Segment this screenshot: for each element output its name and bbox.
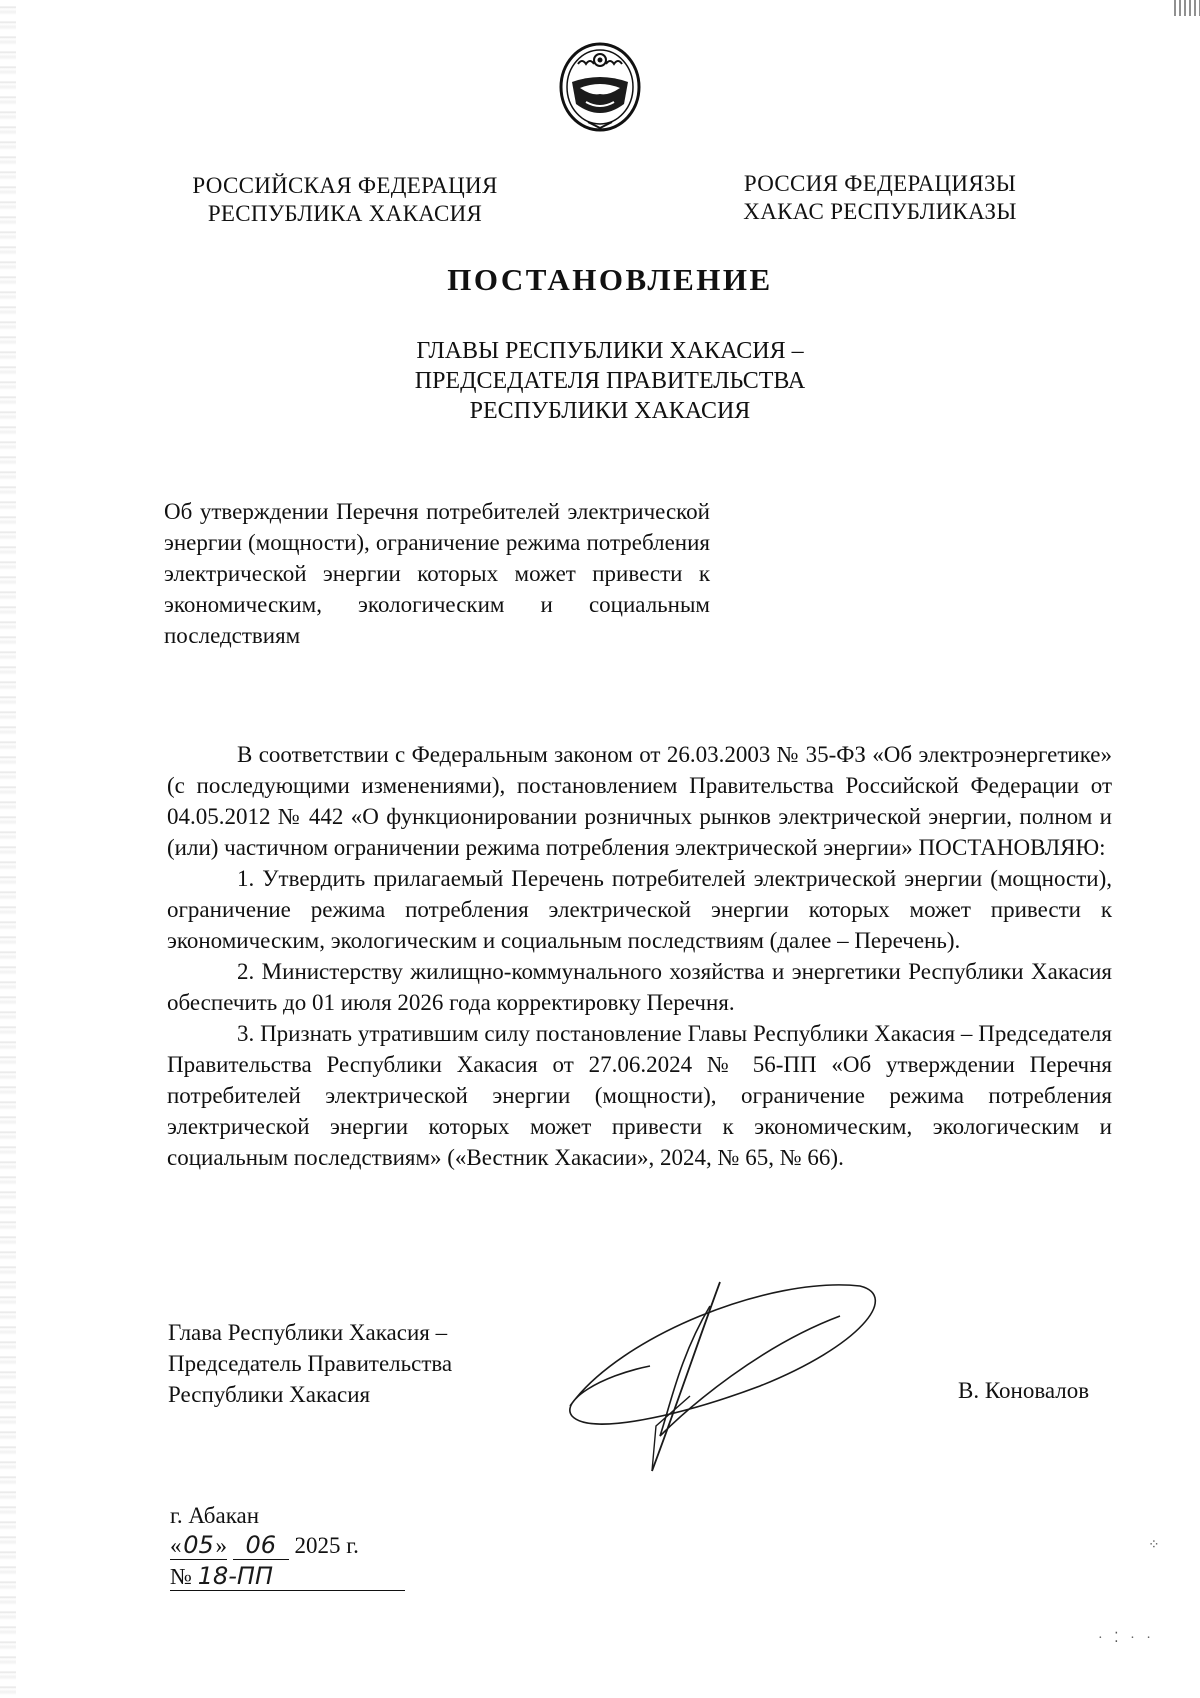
header-line: РОССИЯ ФЕДЕРАЦИЯЗЫ xyxy=(743,171,1017,196)
quote-open: « xyxy=(170,1533,182,1558)
date-month-field xyxy=(233,1531,289,1560)
signatory-title xyxy=(168,1317,568,1410)
header-khakas xyxy=(700,170,1060,226)
number-prefix: № xyxy=(170,1564,192,1589)
header-line: РЕСПУБЛИКА ХАКАСИЯ xyxy=(207,201,483,226)
header-line: ХАКАС РЕСПУБЛИКАЗЫ xyxy=(743,199,1017,224)
document-number-value: 18-ПП xyxy=(197,1562,273,1590)
document-number-field xyxy=(170,1562,405,1591)
subtitle-line: ГЛАВЫ РЕСПУБЛИКИ ХАКАСИЯ – xyxy=(416,338,804,364)
signatory-title-line: Республики Хакасия xyxy=(168,1382,371,1407)
header-russian xyxy=(160,172,530,228)
item-3-paragraph: 3. Признать утратившим силу постановление Главы Республики Хакасия – Председателя Правительства Республики Хакасия от 27.06.2024 № 56-ПП «Об утверждении Перечня потребителей электрической энергии (мощности), ограничение режима потребления электрической энергии которых может привести к экономическим, экологическим и социальным последствиям» («Вестник Хакасии», 2024, № 65, № 66). xyxy=(167,1021,1112,1170)
signatory-title-line: Председатель Правительства xyxy=(168,1351,453,1376)
date-day-field xyxy=(170,1531,227,1560)
scan-speck: ⁘ xyxy=(1148,1538,1164,1553)
quote-close: » xyxy=(215,1533,227,1558)
document-number xyxy=(170,1562,405,1591)
document-body xyxy=(167,739,1112,1173)
date-year: 2025 г. xyxy=(294,1533,359,1558)
document-subject: Об утверждении Перечня потребителей электрической энергии (мощности), ограничение режима потребления электрической энергии которых может привести к экономическим, экологическим и социальным последствиям xyxy=(164,499,710,648)
date-day: 05 xyxy=(183,1531,214,1559)
scan-edge-artifact xyxy=(0,0,16,1698)
subtitle-line: ПРЕДСЕДАТЕЛЯ ПРАВИТЕЛЬСТВА xyxy=(414,368,806,394)
place-of-issue: г. Абакан xyxy=(170,1503,260,1528)
issue-date xyxy=(170,1531,359,1560)
coat-of-arms-emblem xyxy=(558,42,642,132)
signatory-name: В. Коновалов xyxy=(958,1378,1090,1403)
header-line: РОССИЙСКАЯ ФЕДЕРАЦИЯ xyxy=(192,173,498,198)
scan-speck: · ⁚ · · xyxy=(1098,1631,1155,1646)
scan-corner-artifact xyxy=(1174,0,1200,16)
signatory-title-line: Глава Республики Хакасия – xyxy=(168,1320,448,1345)
subtitle-line: РЕСПУБЛИКИ ХАКАСИЯ xyxy=(469,398,751,424)
date-month: 06 xyxy=(245,1531,277,1559)
item-2-paragraph: 2. Министерству жилищно-коммунального хозяйства и энергетики Республики Хакасия обеспечить до 01 июля 2026 года корректировку Перечня. xyxy=(167,959,1112,1015)
document-type-title: ПОСТАНОВЛЕНИЕ xyxy=(447,262,773,297)
preamble-paragraph: В соответствии с Федеральным законом от 26.03.2003 № 35-ФЗ «Об электроэнергетике» (с последующими изменениями), постановлением Правительства Российской Федерации от 04.05.2012 № 442 «О функционировании розничных рынков электрической энергии, полном и (или) частичном ограничении режима потребления электрической энергии» ПОСТАНОВЛЯЮ: xyxy=(167,742,1112,860)
handwritten-signature xyxy=(560,1276,890,1486)
item-1-paragraph: 1. Утвердить прилагаемый Перечень потребителей электрической энергии (мощности), ограничение режима потребления электрической энергии которых может привести к экономическим, экологическим и социальным последствиям (далее – Перечень). xyxy=(167,866,1112,953)
issuer-subtitle xyxy=(330,336,890,426)
